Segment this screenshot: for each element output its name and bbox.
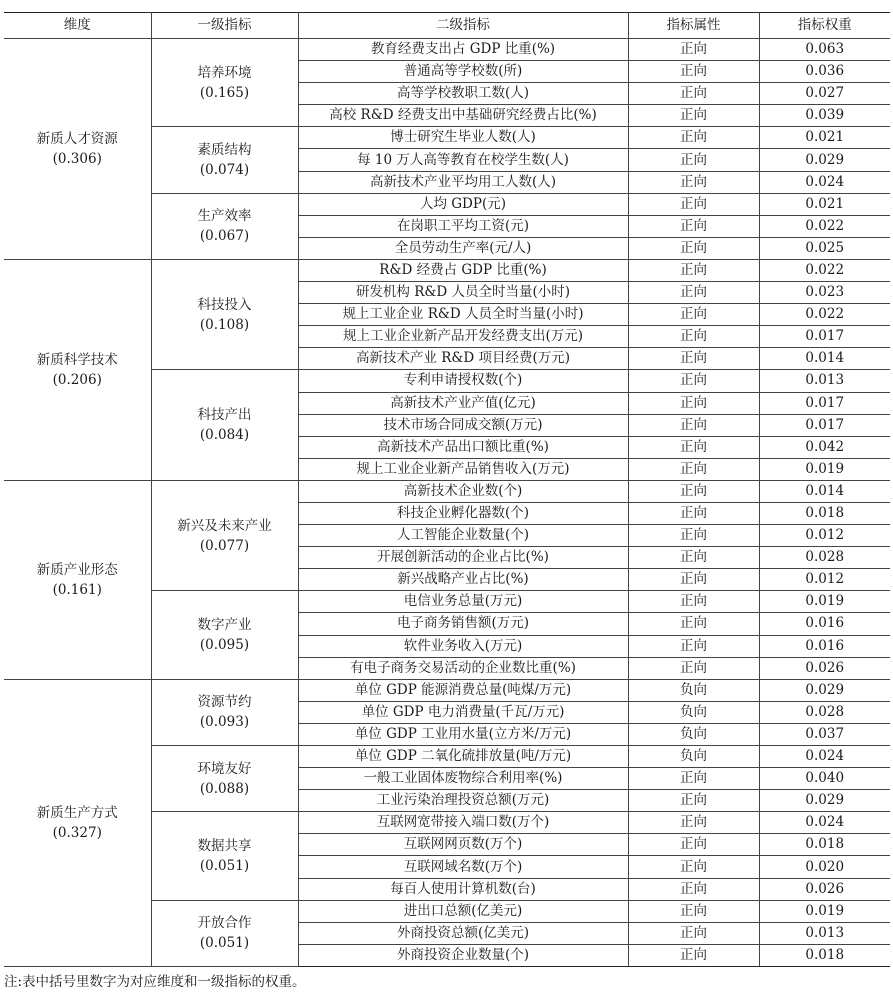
primary-indicator-name: 资源节约 [197,694,252,711]
secondary-indicator-name: 进出口总额(亿美元) [298,900,628,922]
indicator-attribute: 负向 [628,679,759,701]
indicator-weight: 0.024 [759,812,890,834]
primary-indicator-cell [151,900,298,966]
secondary-indicator-name: 每 10 万人高等教育在校学生数(人) [298,149,628,171]
indicator-weight: 0.013 [759,922,890,944]
indicator-weight: 0.029 [759,679,890,701]
secondary-indicator-name: 研发机构 R&D 人员全时当量(小时) [298,282,628,304]
indicator-attribute: 正向 [628,127,759,149]
indicator-weight: 0.039 [759,105,890,127]
secondary-indicator-name: 互联网宽带接入端口数(万个) [298,812,628,834]
indicator-weight: 0.063 [759,39,890,61]
primary-indicator-weight: (0.051) [199,857,250,874]
dimension-name: 新质人才资源 [36,130,118,147]
indicator-attribute: 正向 [628,61,759,83]
indicator-attribute: 正向 [628,790,759,812]
indicator-weight: 0.018 [759,944,890,966]
table-note: 注:表中括号里数字为对应维度和一级指标的权重。 [4,974,306,990]
dimension-name: 新质科学技术 [36,351,118,368]
indicator-attribute: 正向 [628,856,759,878]
indicator-weight: 0.012 [759,525,890,547]
secondary-indicator-name: 每百人使用计算机数(台) [298,878,628,900]
indicator-attribute: 正向 [628,215,759,237]
header-row [4,13,890,39]
indicator-weight: 0.019 [759,591,890,613]
secondary-indicator-name: 教育经费支出占 GDP 比重(%) [298,39,628,61]
indicator-attribute: 正向 [628,105,759,127]
secondary-indicator-name: 人工智能企业数量(个) [298,525,628,547]
indicator-attribute: 正向 [628,944,759,966]
primary-indicator-name: 开放合作 [197,915,252,932]
secondary-indicator-name: 规上工业企业新产品开发经费支出(万元) [298,326,628,348]
indicator-weight: 0.022 [759,215,890,237]
primary-indicator-weight: (0.074) [199,162,250,179]
secondary-indicator-name: 一般工业固体废物综合利用率(%) [298,768,628,790]
indicator-attribute: 正向 [628,900,759,922]
indicator-weight: 0.026 [759,657,890,679]
indicator-weight: 0.021 [759,193,890,215]
secondary-indicator-name: 人均 GDP(元) [298,193,628,215]
secondary-indicator-name: 互联网网页数(万个) [298,834,628,856]
header-indicator-attribute: 指标属性 [628,13,759,39]
primary-indicator-name: 数据共享 [197,837,252,854]
indicator-attribute: 正向 [628,657,759,679]
dimension-weight: (0.206) [52,371,102,388]
header-dimension: 维度 [4,13,151,39]
indicator-weight: 0.024 [759,171,890,193]
primary-indicator-cell [151,812,298,900]
primary-indicator-cell [151,259,298,369]
indicator-weight: 0.023 [759,282,890,304]
indicator-weight: 0.018 [759,502,890,524]
indicator-weight: 0.017 [759,392,890,414]
secondary-indicator-name: 外商投资总额(亿美元) [298,922,628,944]
indicator-attribute: 正向 [628,547,759,569]
indicator-attribute: 正向 [628,613,759,635]
indicator-weight: 0.016 [759,613,890,635]
indicator-weight: 0.018 [759,834,890,856]
primary-indicator-cell [151,679,298,745]
indicator-attribute: 正向 [628,326,759,348]
indicator-attribute: 正向 [628,768,759,790]
secondary-indicator-name: 电信业务总量(万元) [298,591,628,613]
indicator-attribute: 正向 [628,259,759,281]
table-row [4,480,890,502]
dimension-cell [4,679,151,966]
indicator-weight: 0.036 [759,61,890,83]
indicator-weight: 0.028 [759,701,890,723]
secondary-indicator-name: 软件业务收入(万元) [298,635,628,657]
indicator-weight: 0.022 [759,259,890,281]
indicator-attribute: 正向 [628,414,759,436]
primary-indicator-weight: (0.093) [199,714,250,731]
primary-indicator-cell [151,746,298,812]
secondary-indicator-name: 单位 GDP 能源消费总量(吨煤/万元) [298,679,628,701]
indicator-weight: 0.026 [759,878,890,900]
secondary-indicator-name: 电子商务销售额(万元) [298,613,628,635]
indicator-attribute: 正向 [628,237,759,259]
secondary-indicator-name: 高等学校教职工数(人) [298,83,628,105]
indicator-table [4,12,890,967]
primary-indicator-cell [151,370,298,480]
indicator-attribute: 正向 [628,149,759,171]
indicator-weight: 0.028 [759,547,890,569]
indicator-weight: 0.013 [759,370,890,392]
dimension-cell [4,39,151,260]
indicator-attribute: 正向 [628,304,759,326]
indicator-attribute: 正向 [628,922,759,944]
primary-indicator-cell [151,591,298,679]
secondary-indicator-name: 普通高等学校数(所) [298,61,628,83]
secondary-indicator-name: 高新技术产业平均用工人数(人) [298,171,628,193]
primary-indicator-weight: (0.084) [199,427,250,444]
secondary-indicator-name: 开展创新活动的企业占比(%) [298,547,628,569]
indicator-attribute: 正向 [628,525,759,547]
primary-indicator-name: 生产效率 [197,208,252,225]
dimension-weight: (0.306) [52,150,102,167]
secondary-indicator-name: 技术市场合同成交额(万元) [298,414,628,436]
primary-indicator-name: 新兴及未来产业 [177,517,272,534]
indicator-attribute: 正向 [628,458,759,480]
indicator-attribute: 正向 [628,39,759,61]
indicator-attribute: 负向 [628,746,759,768]
indicator-attribute: 正向 [628,193,759,215]
primary-indicator-weight: (0.165) [199,84,250,101]
table-body [4,39,890,967]
secondary-indicator-name: 高新技术企业数(个) [298,480,628,502]
indicator-weight: 0.017 [759,326,890,348]
dimension-weight: (0.327) [52,824,102,841]
indicator-attribute: 正向 [628,878,759,900]
indicator-attribute: 正向 [628,480,759,502]
secondary-indicator-name: 单位 GDP 工业用水量(立方米/万元) [298,723,628,745]
secondary-indicator-name: 在岗职工平均工资(元) [298,215,628,237]
secondary-indicator-name: 高新技术产业 R&D 项目经费(万元) [298,348,628,370]
primary-indicator-weight: (0.088) [199,780,250,797]
secondary-indicator-name: 高新技术产业产值(亿元) [298,392,628,414]
secondary-indicator-name: 单位 GDP 二氧化硫排放量(吨/万元) [298,746,628,768]
primary-indicator-weight: (0.095) [199,637,250,654]
indicator-attribute: 正向 [628,171,759,193]
primary-indicator-cell [151,193,298,259]
header-secondary-indicator: 二级指标 [298,13,628,39]
secondary-indicator-name: 有电子商务交易活动的企业数比重(%) [298,657,628,679]
indicator-weight: 0.021 [759,127,890,149]
indicator-weight: 0.029 [759,149,890,171]
table-header [4,13,890,39]
secondary-indicator-name: 高校 R&D 经费支出中基础研究经费占比(%) [298,105,628,127]
secondary-indicator-name: 新兴战略产业占比(%) [298,569,628,591]
table-row [4,39,890,61]
secondary-indicator-name: 工业污染治理投资总额(万元) [298,790,628,812]
indicator-attribute: 正向 [628,502,759,524]
indicator-weight: 0.040 [759,768,890,790]
dimension-name: 新质产业形态 [36,561,118,578]
indicator-weight: 0.042 [759,436,890,458]
primary-indicator-cell [151,39,298,127]
indicator-weight: 0.016 [759,635,890,657]
primary-indicator-name: 环境友好 [197,760,252,777]
indicator-weight: 0.037 [759,723,890,745]
primary-indicator-cell [151,127,298,193]
indicator-attribute: 正向 [628,812,759,834]
indicator-attribute: 正向 [628,834,759,856]
primary-indicator-name: 科技投入 [197,296,252,313]
primary-indicator-weight: (0.108) [199,316,250,333]
primary-indicator-weight: (0.051) [199,935,250,952]
secondary-indicator-name: 单位 GDP 电力消费量(千瓦/万元) [298,701,628,723]
primary-indicator-name: 科技产出 [197,407,252,424]
header-primary-indicator: 一级指标 [151,13,298,39]
indicator-attribute: 正向 [628,282,759,304]
header-indicator-weight: 指标权重 [759,13,890,39]
primary-indicator-name: 素质结构 [197,142,252,159]
indicator-weight: 0.024 [759,746,890,768]
secondary-indicator-name: 规上工业企业 R&D 人员全时当量(小时) [298,304,628,326]
table-row [4,679,890,701]
dimension-weight: (0.161) [52,581,102,598]
indicator-attribute: 正向 [628,436,759,458]
secondary-indicator-name: 互联网域名数(万个) [298,856,628,878]
dimension-cell [4,259,151,480]
secondary-indicator-name: 科技企业孵化器数(个) [298,502,628,524]
indicator-attribute: 正向 [628,370,759,392]
indicator-attribute: 正向 [628,635,759,657]
indicator-weight: 0.029 [759,790,890,812]
primary-indicator-name: 培养环境 [197,64,252,81]
indicator-weight: 0.012 [759,569,890,591]
secondary-indicator-name: 全员劳动生产率(元/人) [298,237,628,259]
indicator-attribute: 负向 [628,723,759,745]
indicator-attribute: 正向 [628,591,759,613]
dimension-name: 新质生产方式 [36,804,118,821]
indicator-weight: 0.017 [759,414,890,436]
primary-indicator-cell [151,480,298,590]
indicator-weight: 0.014 [759,480,890,502]
indicator-weight: 0.025 [759,237,890,259]
indicator-attribute: 正向 [628,569,759,591]
indicator-attribute: 正向 [628,83,759,105]
indicator-weight: 0.014 [759,348,890,370]
secondary-indicator-name: 规上工业企业新产品销售收入(万元) [298,458,628,480]
indicator-attribute: 正向 [628,392,759,414]
secondary-indicator-name: 外商投资企业数量(个) [298,944,628,966]
indicator-weight: 0.019 [759,900,890,922]
indicator-weight: 0.027 [759,83,890,105]
secondary-indicator-name: 专利申请授权数(个) [298,370,628,392]
primary-indicator-name: 数字产业 [197,617,252,634]
table-row [4,259,890,281]
secondary-indicator-name: 高新技术产品出口额比重(%) [298,436,628,458]
primary-indicator-weight: (0.067) [199,228,250,245]
indicator-weight: 0.022 [759,304,890,326]
indicator-weight: 0.020 [759,856,890,878]
secondary-indicator-name: 博士研究生毕业人数(人) [298,127,628,149]
primary-indicator-weight: (0.077) [199,537,250,554]
dimension-cell [4,480,151,679]
indicator-attribute: 正向 [628,348,759,370]
indicator-weight: 0.019 [759,458,890,480]
indicator-attribute: 负向 [628,701,759,723]
secondary-indicator-name: R&D 经费占 GDP 比重(%) [298,259,628,281]
